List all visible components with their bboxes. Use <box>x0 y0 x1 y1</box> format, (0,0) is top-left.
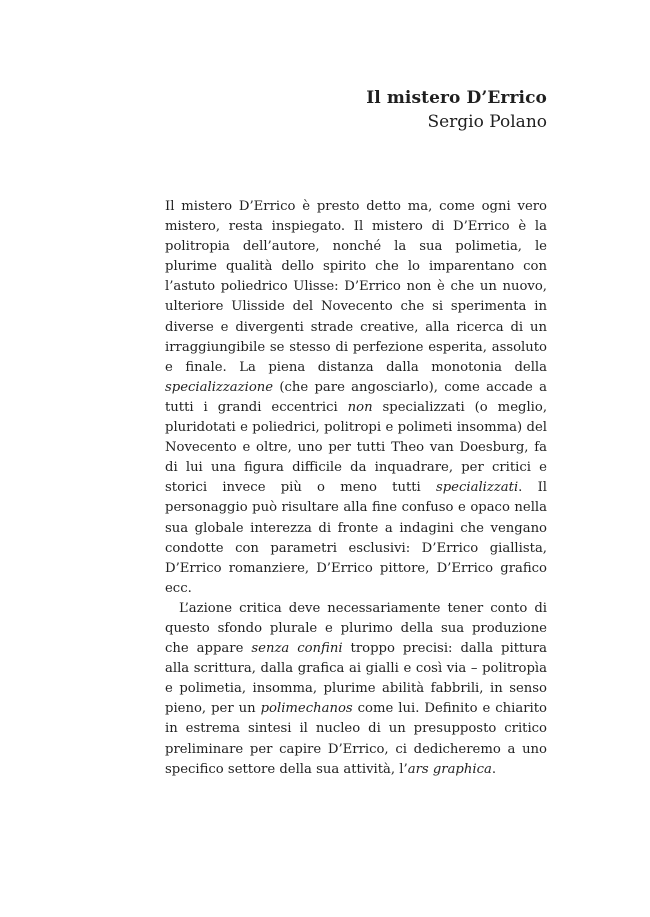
paragraph-2 <box>165 599 547 780</box>
text-run: troppo precisi: dalla pittura alla scrittura, dalla grafica ai gialli e così via – politropìa e polimetia, insomma, plurime abilità fabbrili, in senso pieno, per un <box>165 641 547 717</box>
chapter-author: Sergio Polano <box>427 112 547 132</box>
text-run: . <box>491 761 497 777</box>
chapter-title: Il mistero D’Errico <box>366 88 547 108</box>
text-run: (che pare angosciarlo), come accade a tutti i grandi eccentrici <box>165 379 547 415</box>
text-run: . Il personaggio può risultare alla fine confuso e opaco nella sua globale interezza di fronte a indagini che vengano condotte con parametri esclusivi: D’Errico giallista, D’Errico romanziere, D’Errico pittore, D’Errico grafico ecc. <box>165 480 547 596</box>
text-run: specializzati (o meglio, pluridotati e poliedrici, politropi e polimeti insomma) del Novecento e oltre, uno per tutti Theo van Doesburg, fa di lui una figura difficile da inquadrare, per critici e storici invece più o meno tutti <box>165 399 548 496</box>
italic-run: specializzazione <box>165 379 274 395</box>
text-run: L’azione critica deve necessariamente tener conto di questo sfondo plurale e plurimo della sua produzione che appare <box>165 600 547 657</box>
body-text <box>165 197 547 780</box>
chapter-header <box>366 86 547 134</box>
italic-run: polimechanos <box>260 701 353 717</box>
italic-run: specializzati <box>435 480 519 496</box>
text-run: come lui. Definito e chiarito in estrema sintesi il nucleo di un presupposto critico preliminare per capire D’Errico, ci dedicheremo a uno specifico settore della sua attività, l’ <box>165 701 547 777</box>
italic-run: non <box>347 399 373 415</box>
italic-run: ars graphica <box>407 761 492 777</box>
paragraph-1 <box>165 197 547 599</box>
italic-run: senza confini <box>251 641 343 657</box>
text-run: Il mistero D’Errico è presto detto ma, come ogni vero mistero, resta inspiegato. Il mistero di D’Errico è la politropia dell’autore, nonché la sua polimetia, le plurime qualità dello spirito che lo imparentano con l’astuto poliedrico Ulisse: D’Errico non è che un nuovo, ulteriore Ulisside del Novecento che si sperimenta in diverse e divergenti strade creative, alla ricerca di un irraggiungibile se stesso di perfezione esperita, assoluto e finale. La piena distanza dalla monotonia della <box>165 199 547 375</box>
